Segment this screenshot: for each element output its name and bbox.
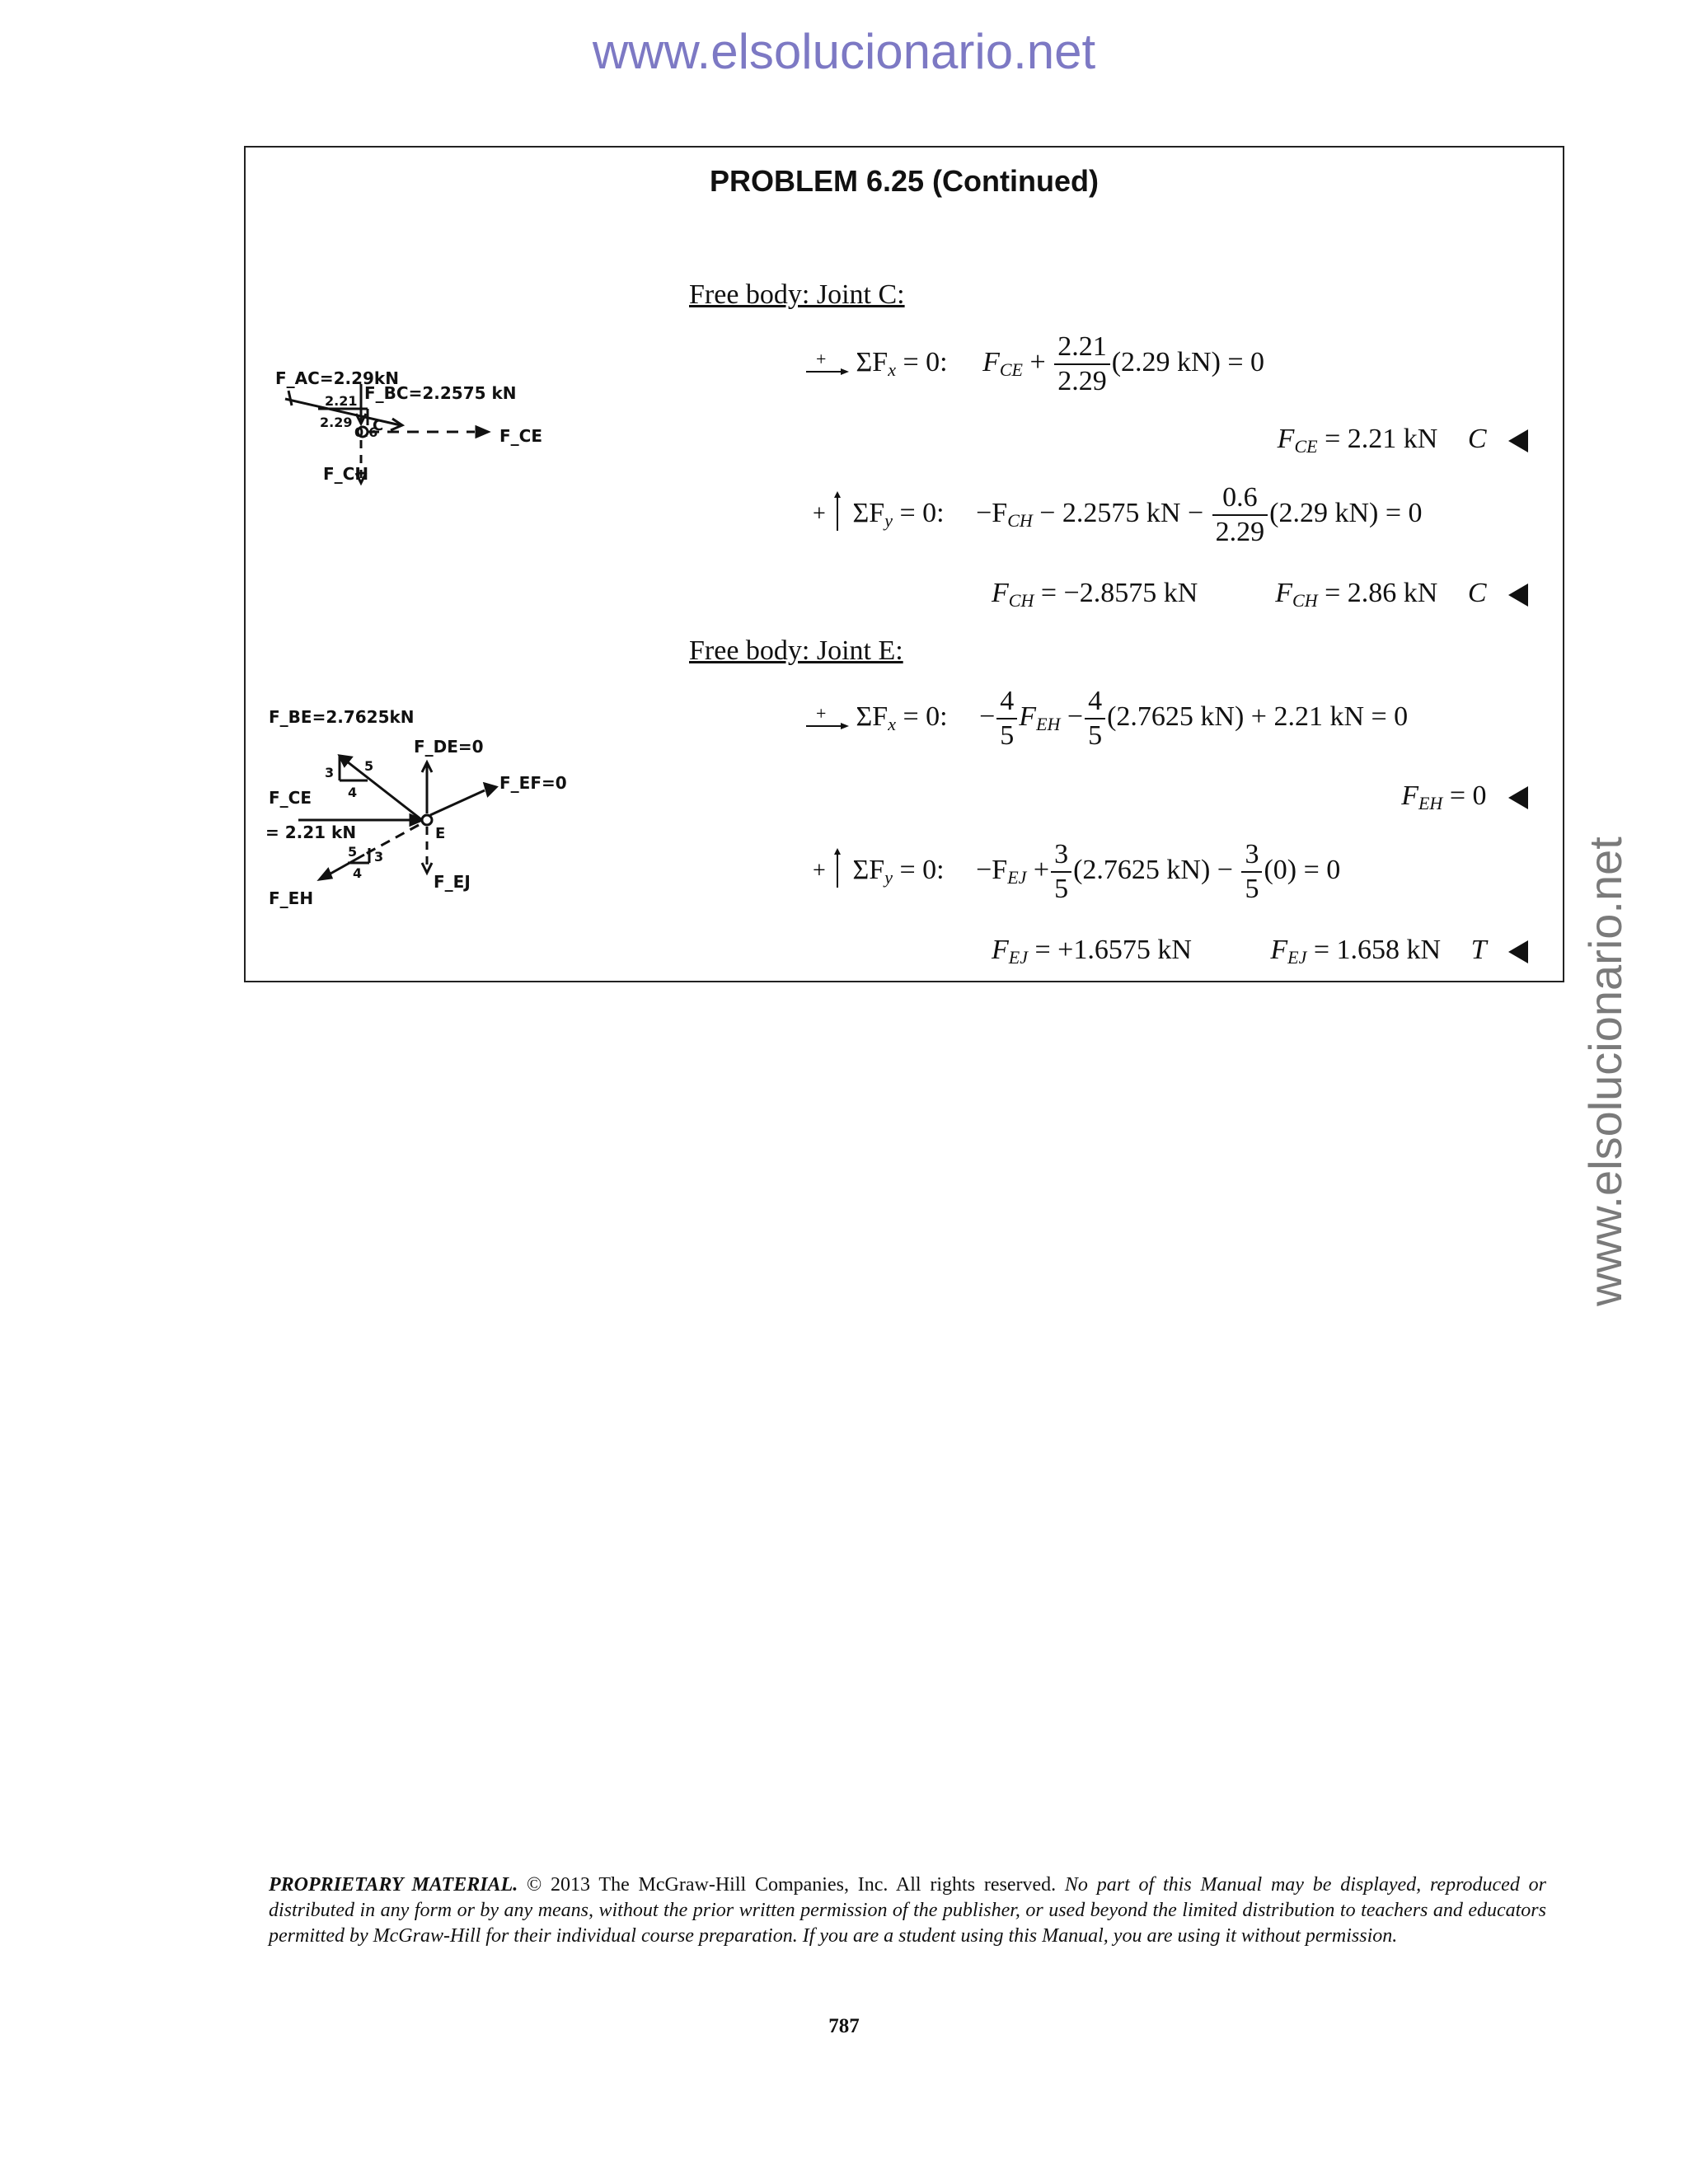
term-f: −F (976, 497, 1008, 528)
sketch-c-fce-label: F_CE (499, 426, 543, 446)
fraction-numerator: 2.21 (1054, 330, 1110, 365)
term-constant: − 2.2575 kN − (1039, 497, 1204, 528)
fraction-numerator: 0.6 (1212, 481, 1268, 516)
sketch-c-fac-label: F_AC=2.29kN (275, 368, 399, 388)
sketch-e-fej-label: F_EJ (434, 872, 471, 892)
result-tag: C (1467, 578, 1487, 608)
sketch-e-node (422, 815, 432, 825)
result-sub: CE (1294, 436, 1318, 457)
sum-symbol: ΣF (856, 346, 889, 377)
fraction-denominator: 5 (1000, 720, 1015, 751)
joint-e-eq-x: + $\Sigma F_x = 0$: − $\frac{4}{5}$ $F_{EH}$ − $\frac{4}{5}$ (2.7625 kN) + 2.21 kN = 0 (806, 685, 1408, 752)
sketch-e-4a: 4 (348, 785, 358, 800)
sketch-e-fce-value: = 2.21 kN (265, 823, 357, 842)
sketch-e-3a: 3 (325, 765, 335, 780)
answer-marker-icon (1508, 786, 1528, 809)
result-value: = 1.658 kN (1313, 935, 1442, 965)
equation-rest: (2.7625 kN) + 2.21 kN = 0 (1107, 701, 1409, 732)
problem-title: PROBLEM 6.25 (Continued) (709, 164, 1099, 198)
svg-text:+: + (816, 352, 827, 369)
sketch-e-eh-arrowhead (320, 869, 331, 879)
plus-up-arrow-icon (813, 848, 846, 897)
svg-text:+: + (816, 706, 827, 724)
footer-normal: © 2013 The McGraw-Hill Companies, Inc. All rights reserved. (518, 1874, 1065, 1896)
fraction (1212, 481, 1268, 549)
sum-symbol: ΣF (852, 497, 885, 528)
sketch-c-node-label: C (373, 417, 384, 434)
fraction (996, 685, 1017, 752)
result-var: F (992, 935, 1009, 965)
sketch-e-ce-arrowhead (410, 815, 422, 825)
result-value: = 0 (1449, 780, 1487, 811)
fraction-denominator: 2.29 (1057, 366, 1107, 396)
result-value: = −2.8575 kN (1040, 578, 1198, 608)
result-sub: EJ (1287, 947, 1307, 968)
result-value: = 2.21 kN (1325, 424, 1438, 454)
result-tag: T (1470, 935, 1487, 965)
joint-c-result-fch-raw (992, 578, 1198, 612)
sketch-e-feh-label: F_EH (269, 888, 314, 908)
result-var: F (992, 578, 1009, 608)
joint-e-eq-y: + $\Sigma F_y = 0$: $-F_{EJ}$ + $\frac{3}{5}$ (2.7625 kN) − $\frac{3}{5}$ (0) = 0 (813, 839, 1341, 904)
sum-symbol: ΣF (852, 854, 885, 885)
sum-subscript: y (884, 866, 893, 888)
sketch-e-fde-label: F_DE=0 (414, 737, 484, 757)
result-sub: CH (1008, 590, 1034, 611)
joint-c-heading: Free body: Joint C: (689, 279, 905, 310)
result-value: = +1.6575 kN (1034, 935, 1192, 965)
sketch-e-4b: 4 (353, 865, 363, 881)
sum-subscript: x (888, 713, 896, 734)
term-f-subscript: EJ (1007, 866, 1027, 888)
sum-equals: = 0: (895, 346, 948, 377)
sum-subscript: y (884, 509, 893, 531)
page-number: 787 (828, 2015, 860, 2037)
equation-rest: (2.29 kN) = 0 (1111, 346, 1265, 377)
joint-e-result-feh (1401, 780, 1528, 814)
term-f-subscript: CH (1007, 509, 1033, 531)
joint-c-eq-x (806, 330, 1264, 398)
joint-c-result-fce (1278, 424, 1528, 457)
equation-rest: (0) = 0 (1264, 854, 1341, 885)
fraction-denominator: 5 (1054, 874, 1069, 904)
footer-notice (269, 1872, 1546, 1949)
equation-rest: (2.29 kN) = 0 (1269, 497, 1423, 528)
joint-e-heading: Free body: Joint E: (689, 635, 903, 666)
fraction-denominator: 2.29 (1215, 517, 1265, 547)
answer-marker-icon (1508, 940, 1528, 963)
result-sub: EH (1418, 793, 1443, 813)
sum-equals: = 0: (892, 854, 945, 885)
problem-box (244, 146, 1564, 982)
watermark-side: www.elsolucionario.net (1579, 837, 1631, 1306)
term-f: F (982, 346, 1000, 377)
sketch-e-fbe-label: F_BE=2.7625kN (269, 707, 415, 727)
joint-c-result-fch (1275, 578, 1528, 612)
result-sub: CH (1292, 590, 1318, 611)
joint-e-result-fej (1270, 935, 1528, 968)
sum-equals: = 0: (892, 497, 945, 528)
plus-right-arrow-icon (806, 706, 849, 731)
sketch-c-fbc-label: F_BC=2.2575 kN (364, 383, 517, 403)
sketch-e-ef-member (430, 790, 485, 815)
sketch-e-node-label: E (435, 825, 446, 842)
result-sub: EJ (1008, 947, 1028, 968)
sketch-e-3b: 3 (374, 849, 384, 865)
fraction (1085, 685, 1105, 752)
answer-marker-icon (1508, 429, 1528, 452)
result-tag: C (1467, 424, 1487, 454)
equation-mid: (2.7625 kN) − (1073, 854, 1233, 885)
plus-right-arrow-icon (806, 352, 849, 377)
svg-text:+: + (813, 857, 826, 883)
fraction (1054, 330, 1110, 398)
result-var: F (1277, 424, 1295, 454)
result-var: F (1270, 935, 1288, 965)
sketch-c-221-label: 2.21 (325, 393, 358, 409)
fraction-numerator: 3 (1241, 838, 1262, 873)
joint-e-sketch (265, 698, 612, 912)
term-f-subscript: EH (1036, 713, 1061, 734)
result-value: = 2.86 kN (1325, 578, 1438, 608)
term-f: −F (976, 854, 1008, 885)
footer-italic: No part of this Manual may be displayed, reproduced or distributed in any form or by any means, without the prior written permission of the publisher, or used beyond the limited distribution to teachers and educators permitted by McGraw-Hill for their individual course preparation. If you are a student using this Manual, you are using it without permission. (269, 1874, 1546, 1947)
fraction-denominator: 5 (1088, 720, 1103, 751)
sketch-e-fef-label: F_EF=0 (499, 773, 567, 793)
sketch-e-ef-arrowhead (485, 784, 496, 795)
fraction-numerator: 4 (1085, 685, 1105, 719)
sketch-c-ac-tick (288, 391, 292, 405)
sketch-e-eh-dashed (364, 825, 419, 855)
operator: + (1029, 346, 1046, 377)
fraction-numerator: 3 (1051, 838, 1071, 873)
answer-marker-icon (1508, 583, 1528, 607)
fraction-denominator: 5 (1245, 874, 1259, 904)
fraction (1051, 838, 1071, 906)
svg-text:+: + (813, 500, 826, 527)
sketch-c-fch-label: F_CH (323, 464, 369, 484)
sum-symbol: ΣF (856, 701, 889, 732)
watermark-top: www.elsolucionario.net (592, 24, 1096, 79)
plus-up-arrow-icon (813, 491, 846, 540)
sketch-c-ce-arrowhead (476, 427, 488, 437)
footer-bold: PROPRIETARY MATERIAL. (269, 1874, 518, 1896)
joint-c-eq-y (813, 481, 1423, 549)
sketch-e-fce-label: F_CE (269, 788, 312, 808)
fraction (1241, 838, 1262, 906)
term-f-subscript: CE (999, 359, 1023, 380)
joint-e-result-fej-raw (992, 935, 1192, 968)
fraction-numerator: 4 (996, 685, 1017, 719)
sketch-c-229-label: 2.29 (320, 415, 353, 430)
joint-c-sketch (269, 366, 598, 564)
result-var: F (1275, 578, 1293, 608)
result-var: F (1401, 780, 1418, 811)
term-f: F (1019, 701, 1037, 732)
sketch-e-5b: 5 (348, 844, 358, 860)
sketch-e-5a: 5 (364, 758, 374, 774)
sketch-c-06-label: 0.6 (354, 424, 378, 440)
sum-subscript: x (888, 359, 896, 380)
sum-equals: = 0: (895, 701, 948, 732)
